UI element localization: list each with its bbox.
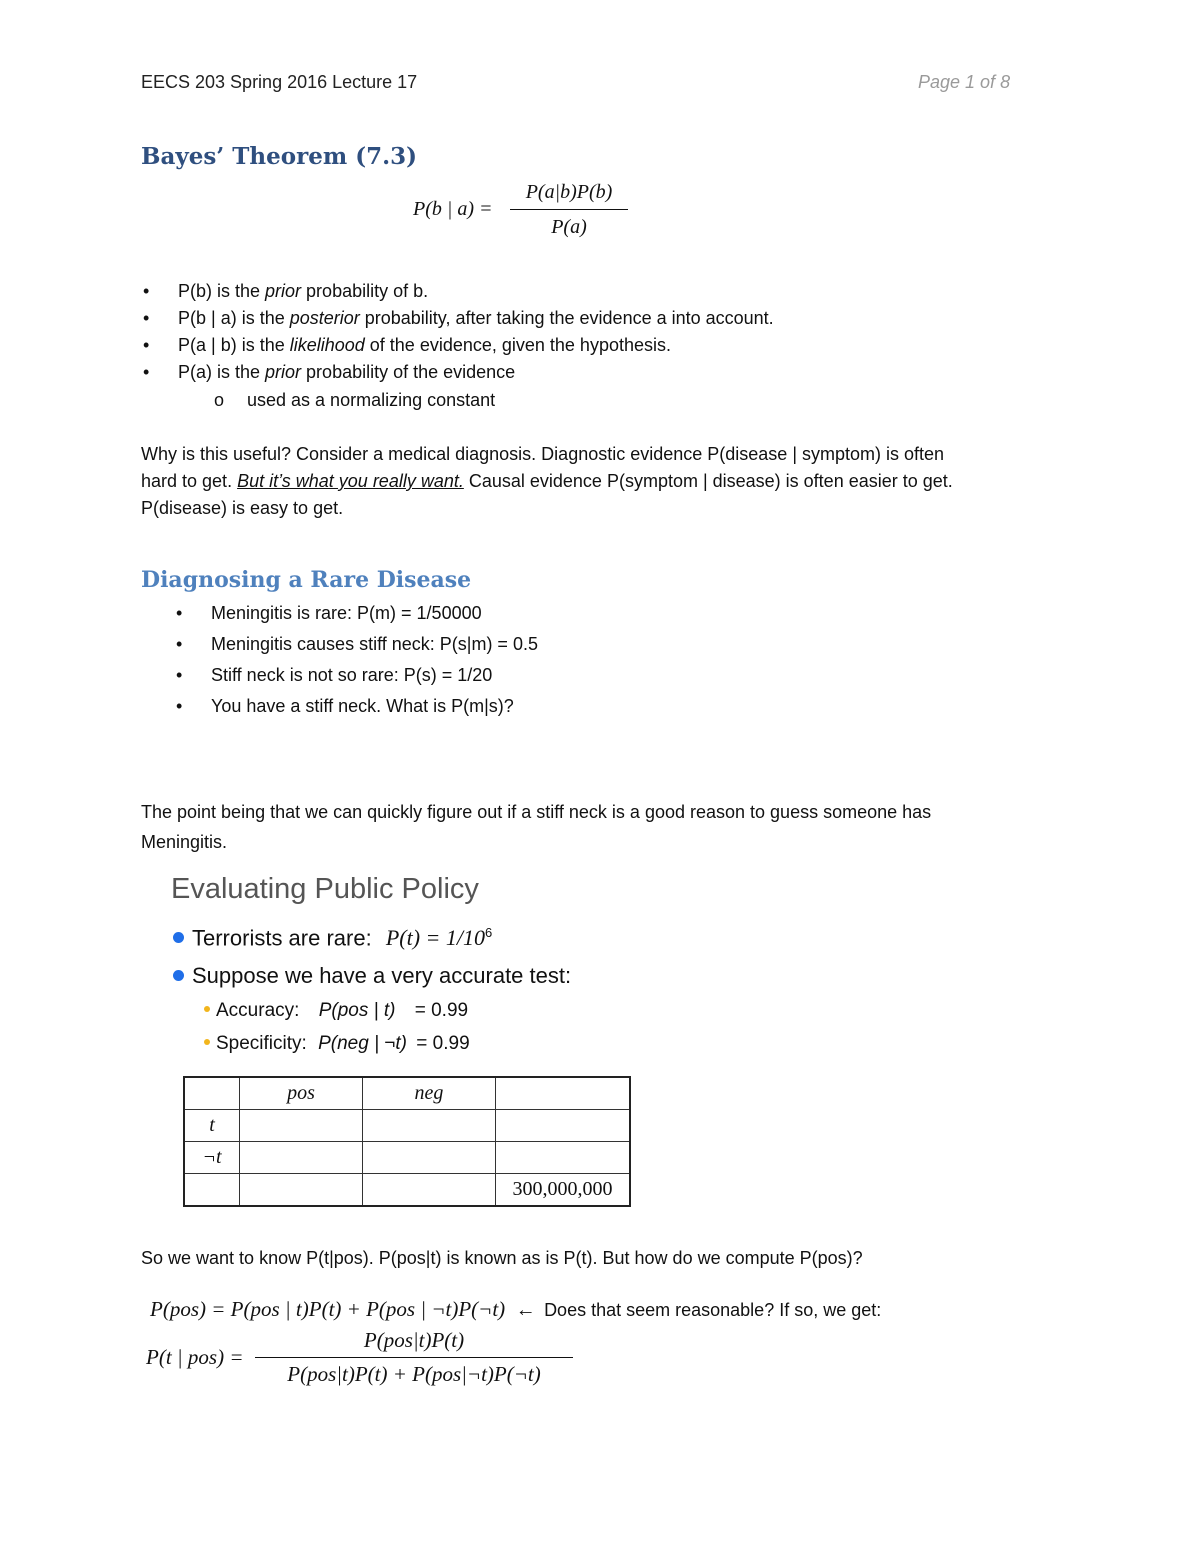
- table-row: pos neg: [184, 1077, 630, 1110]
- slide-sub-accuracy: Accuracy: P(pos | t) = 0.99: [204, 1000, 468, 1022]
- fraction-bar: [510, 209, 628, 210]
- sub-bullet-marker: o: [214, 390, 225, 410]
- formula-lhs: P(b | a) =: [413, 198, 493, 220]
- slide-bullet-test: Suppose we have a very accurate test:: [173, 963, 571, 989]
- fraction-bar: [255, 1357, 573, 1358]
- slide-sub-specificity: Specificity: P(neg | ¬t) = 0.99: [204, 1033, 470, 1055]
- bayes-term-list: [143, 281, 1093, 389]
- bullet-dot-icon: [204, 1039, 210, 1045]
- list-item: • P(b | a) is the posterior probability, after taking the evidence a into account.: [143, 308, 774, 328]
- total-probability-equation: P(pos) = P(pos | t)P(t) + P(pos | ¬t)P(¬t) ← Does that seem reasonable? If so, we get:: [150, 1297, 882, 1321]
- contingency-table: [183, 1076, 631, 1207]
- slide-title: Evaluating Public Policy: [171, 873, 479, 905]
- bullet-dot-icon: [204, 1006, 210, 1012]
- posterior-lhs: P(t | pos) =: [146, 1345, 244, 1369]
- list-item: • P(a) is the prior probability of the evidence: [143, 362, 516, 382]
- closing-question: So we want to know P(t|pos). P(pos|t) is known as is P(t). But how do we compute P(pos)?: [141, 1248, 863, 1268]
- formula-numerator: P(a|b)P(b): [525, 181, 613, 203]
- list-item: • P(b) is the prior probability of b.: [143, 281, 429, 301]
- bullet-dot-icon: [173, 932, 184, 943]
- sub-bullet-text: used as a normalizing constant: [247, 390, 496, 410]
- page-number: Page 1 of 8: [918, 72, 1011, 92]
- slide-bullet-terrorists: Terrorists are rare: $P(t) = 1/10^6$: [173, 925, 492, 951]
- posterior-numerator: P(pos|t)P(t): [363, 1328, 465, 1352]
- left-arrow-icon: ←: [515, 1299, 536, 1321]
- list-item: • P(a | b) is the likelihood of the evidence, given the hypothesis.: [143, 335, 671, 355]
- paragraph-why-useful: Why is this useful? Consider a medical diagnosis. Diagnostic evidence P(disease | symptom) is often hard to get. But it’s what you really want. Causal evidence P(symptom | disease) is often easier to get. P(disease) is easy to get.: [141, 444, 953, 518]
- paragraph-point: The point being that we can quickly figure out if a stiff neck is a good reason to guess someone has Meningitis.: [141, 802, 932, 852]
- table-row: t: [184, 1110, 630, 1142]
- page-header-title: EECS 203 Spring 2016 Lecture 17: [141, 72, 418, 92]
- section-title-bayes: Bayes’ Theorem (7.3): [141, 143, 417, 170]
- bullet-dot-icon: [173, 970, 184, 981]
- table-row: 300,000,000: [184, 1174, 630, 1207]
- section-title-rare-disease: Diagnosing a Rare Disease: [141, 567, 472, 593]
- table-row: ¬t: [184, 1142, 630, 1174]
- formula-denominator: P(a): [551, 216, 587, 238]
- emphasis-text: But it’s what you really want.: [237, 471, 464, 491]
- posterior-denominator: P(pos|t)P(t) + P(pos|¬t)P(¬t): [287, 1362, 541, 1386]
